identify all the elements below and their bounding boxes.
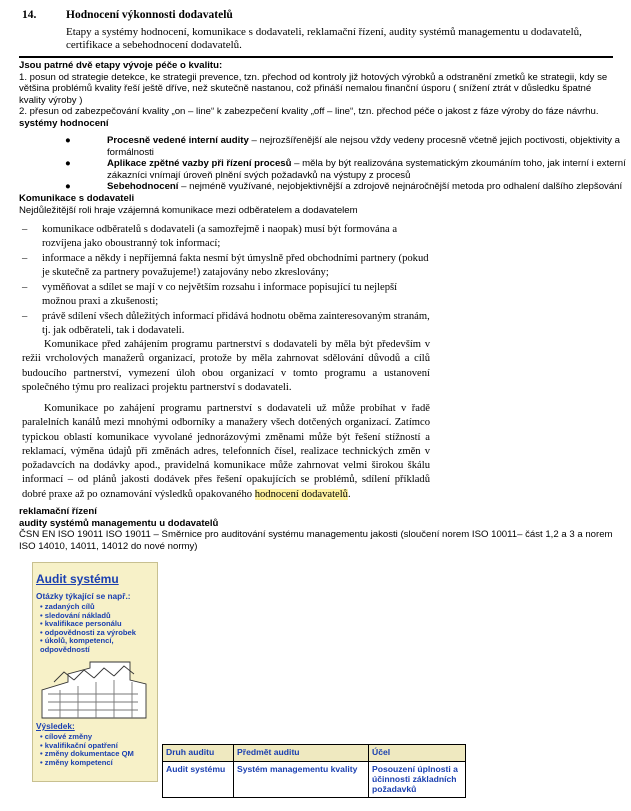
communication-paragraph-1: Komunikace před zahájením programu partnerství s dodavateli by měla být především v režii vrcholových manažerů organizací, protože by měla zahrnovat sdělování důvodů a cílů budoucího partnerství, vymezení úloh obou organizací v tomto programu a ustanovení společného týmu pro realizaci projektu partnerství s dodavateli. [22,339,430,393]
list-item: • odpovědnosti za výrobek [40,627,136,637]
table-header-row [163,745,466,762]
paragraph-end: . [347,488,351,500]
list-item-text: – nejrozšířenější ale nejsou vždy vedeny procesně včetně jejich poctivosti, objektivity a formálnosti [107,135,620,158]
list-item: • kvalifikace personálu [40,619,122,629]
list-item-text: právě sdílení všech důležitých informací přidává hodnotu oběma zainteresovaným stranám, tj. jak odběrateli, tak i dodavateli. [42,311,430,337]
quality-point-1: 1. posun od strategie detekce, ke strategii prevence, tzn. přechod od kontroly již hotových výrobků a odstranění zmetků ke strategii, kdy se většina problémů kvality řeší ještě dříve, než skutečně nastanou, což přináší nemalou finanční úsporu ( snížení ztrát v důsledku špatné kvality výroby ) [19,71,608,106]
list-item: • úkolů, kompetencí, odpovědností [40,636,114,654]
poster-question-list [36,603,156,655]
heading-rule [19,56,613,58]
bullet-icon: ● [65,158,71,169]
bullet-icon: ● [65,135,71,146]
bullet-icon: ● [65,181,71,192]
standards-text: ČSN EN ISO 19011 ISO 19011 – Směrnice pro auditování systému managementu jakosti (sloučení norem ISO 10011– část 1,2 a 3 a norem ISO 14010, 14011, 14012 do nové normy) [19,529,613,552]
poster-result-list [36,733,156,767]
dash-marker: – [22,311,28,322]
list-item: • změny dokumentace QM [40,749,134,759]
dash-marker: – [22,224,28,235]
factory-icon [38,660,150,722]
table-row [163,762,466,798]
dash-marker: – [22,282,28,293]
list-item-term: Procesně vedené interní audity [107,135,249,146]
section-title: Hodnocení výkonnosti dodavatelů [66,9,233,21]
table-cell: Audit systému [163,762,234,798]
list-item [19,135,620,158]
list-item [19,158,626,181]
list-item [22,310,612,339]
list-item-text: vyměňovat a sdílet se mají v co největším rozsahu i informace popisující tu nejlepší možnou praxi a zkušenosti; [42,282,398,308]
communication-paragraph-2 [22,402,430,502]
quality-heading: Jsou patrné dvě etapy vývoje péče o kvalitu: [19,60,223,71]
poster-title: Audit systému [36,572,119,586]
list-item-text: – nejméně využívané, nejobjektivnější a zdrojově nejnáročnější metoda pro odhalení dalšího zlepšování [178,181,623,192]
systems-list [19,135,626,195]
dash-marker: – [22,253,28,264]
claims-section [19,506,613,552]
list-item: • sledování nákladů [40,610,111,620]
audits-heading: audity systémů managementu u dodavatelů [19,517,219,529]
list-item: • kvalifikační opatření [40,740,118,750]
section-description: Etapy a systémy hodnocení, komunikace s dodavateli, reklamační řízení, audity systémů managementu u dodavatelů, certifikace a sebehodnocení dodavatelů. [66,26,582,51]
list-item [22,281,612,310]
table-cell: Posouzení úplnosti a účinnosti základních požadavků [369,762,466,798]
list-item [22,223,612,252]
list-item-text: komunikace odběratelů s dodavateli (a samozřejmě i naopak) musí být formována a rozvíjena jako oboustranný tok informací; [42,224,398,250]
poster-result-label: Výsledek: [36,721,75,731]
poster-subtitle: Otázky týkající se např.: [36,591,131,601]
table-header-cell: Předmět auditu [234,745,369,762]
list-item: • cílové změny [40,732,93,741]
quality-point-2: 2. přesun od zabezpečování kvality „on – line“ k zabezpečení kvality „off – line“, tzn. přechod péče o jakost z fáze výroby do fáze návrhu. [19,106,599,118]
communication-heading: Komunikace s dodavateli [19,193,135,204]
audit-table [162,744,466,798]
quality-section [19,60,613,130]
table-cell: Systém managementu kvality [234,762,369,798]
section-number: 14. [22,9,37,21]
claims-heading: reklamační řízení [19,506,97,517]
communication-intro: Nejdůležitější roli hraje vzájemná komunikace mezi odběratelem a dodavatelem [19,204,358,216]
highlighted-text: hodnocení dodavatelů [254,488,348,500]
list-item-term: Aplikace zpětné vazby při řízení procesů [107,158,292,169]
systems-heading: systémy hodnocení [19,117,109,129]
table-header-cell: Účel [369,745,466,762]
paragraph-text: Komunikace po zahájení programu partnerství s dodavateli už může probíhat v řadě paralelních kanálů mezi mnohými odborníky a manažery všech dotčených organizací. Zatímco typickou oblastí komunikace vyvolané jednorázovými změnami může být řešení stížností a reklamací, výměna údajů při změnách adres, telefonních čísel, realizace technických změn v požadavcích na dodávky apod., pravidelná komunikace může zahrnovat velmi širokou škálu informací – od plánů jakosti dodávek přes řešení opakujících se problémů, sdílení příkladů dobré praxe až po oznamování výsledků opakovaného [22,403,430,500]
list-item [22,252,612,281]
list-item [19,181,623,193]
communication-heading-block [19,193,613,216]
table-header-cell: Druh auditu [163,745,234,762]
list-item-text: informace a někdy i nepříjemná fakta nesmí být úmyslně před obchodními partnery (pokud je skutečně za partnery považujeme!) zatajovány nebo zkreslovány; [42,253,429,279]
list-item: • změny kompetencí [40,757,113,767]
list-item-text: – měla by být realizována systematickým zkoumáním toho, jak interní i externí zákazníci vnímají úroveň plnění svých požadavků na výstupy z procesů [107,158,626,181]
list-item-term: Sebehodnocení [107,181,179,192]
list-item: • zadaných cílů [40,602,95,611]
